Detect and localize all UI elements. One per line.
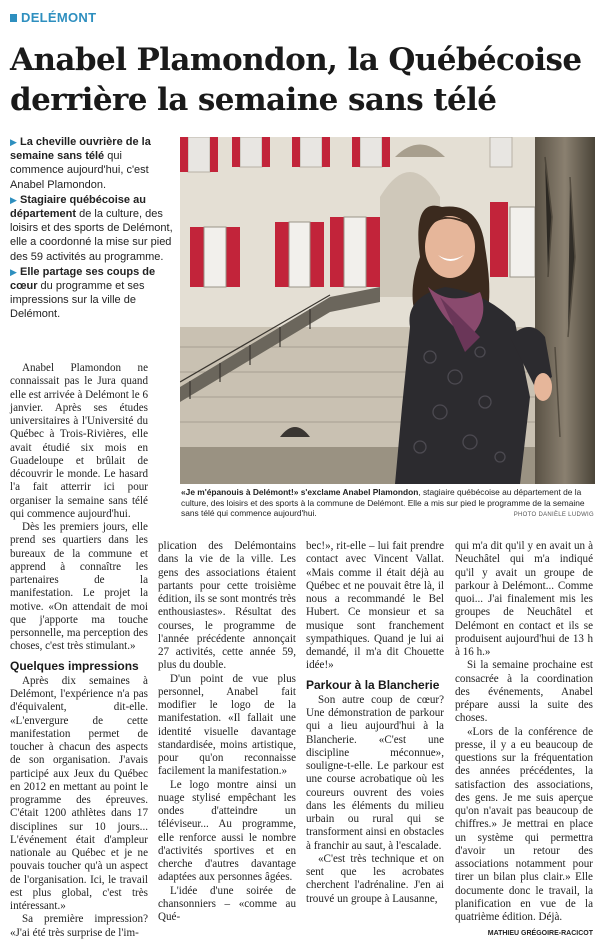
lead-item-2 [10,193,175,264]
headline-line-2: derrière la semaine sans télé [10,82,497,118]
body-column-2 [158,540,296,924]
paragraph: Après dix semaines à Delémont, l'expérience n'a pas d'équivalent, dit-elle. «L'envergure de cette manifestation permet de toucher à chacun des aspects de son organisation. J'avais participé aux Jeux du Québec en 2012 en mettant au point le programme des épreuves. C'était 1200 athlètes dans 17 disciplines sur 10 jours... L'événement était d'ampleur nationale au Québec et je ne pouvais toucher qu'à un aspect de l'organisation. Ici, le travail est plus global, c'est très intéressant.» [10,674,148,912]
body-column-4 [455,540,593,941]
lead-bold: La cheville ouvrière de la semaine sans télé [10,136,151,163]
paragraph: Si la semaine prochaine est consacrée à la coordination des événements, Anabel prépare aussi la suite des choses. [455,659,593,725]
caption-quote: «Je m'épanouis à Delémont!» s'exclame Anabel Plamondon [181,487,419,497]
triangle-icon: ▶ [10,266,17,277]
triangle-icon: ▶ [10,137,17,147]
paragraph: Le logo montre ainsi un nuage stylisé empêchant les ondes d'atteindre un téléviseur... Au programme, elle renforce aussi le nombre d'activités sportives et en cherche d'autres davantage adaptées aux personnes âgées. [158,778,296,884]
photo-credit: PHOTO DANIÈLE LUDWIG [513,512,594,518]
body-column-3 [306,540,444,906]
body-column-1 [10,362,148,940]
author-signature: MATHIEU GRÉGOIRE-RACICOT [487,930,593,938]
paragraph: Dès les premiers jours, elle prend ses quartiers dans les bureaux de la commune et apprend à connaître les partenaires de la manifestation. Le projet la motive. «On attendait de moi que j'apporte ma touche personnelle, ma perception des choses, c'est très stimulant.» [10,521,148,653]
rubric-label: DELÉMONT [21,10,97,25]
paragraph: bec!», rit-elle – lui fait prendre contact avec Vincent Vallat. «Mais comme il était déjà au Québec et ne pouvait être là, il nous a recommandé le Bel Hubert. Ce monsieur et sa musique sont franchement sympathiques. Quand je lui ai demandé, il m'a dit Chouette idée!» [306,540,444,672]
paragraph: Sa première impression? «J'ai été très surprise de l'im- [10,913,148,939]
paragraph: L'idée d'une soirée de chansonniers – «comme au Qué- [158,884,296,923]
lead-bold: Elle partage ses coups de cœur [10,265,156,293]
lead-summary [10,135,175,323]
subheading: Parkour à la Blancherie [306,677,440,692]
lead-text: du programme et ses impressions sur la ville de Delémont. [10,280,145,321]
paragraph: D'un point de vue plus personnel, Anabel fait modifier le logo de la manifestation. «Il fallait une identité visuelle davantage standardisée, moins artistique, pour qu'on reconnaisse facilement la manifestation.» [158,672,296,778]
paragraph: plication des Delémontains dans la vie de la ville. Les gens des associations étaient partants pour cette troisième édition, ils se sont montrés très enthousiastes». Résultat des courses, le programme de l'année précédente annonçait 27 activités, cette année 59, plus du double. [158,540,296,672]
section-rubric [10,10,96,25]
lead-text: de la culture, des loisirs et des sports de Delémont, elle a coordonné la mise sur pied des 59 activités au programme. [10,208,173,263]
article-headline [10,40,600,120]
subheading: Quelques impressions [10,658,139,673]
rubric-square-icon [10,14,17,22]
paragraph: Anabel Plamondon ne connaissait pas le Jura quand elle est arrivée à Delémont le 6 janvier. Après ses études universitaires à l'Université du Québec à Trois-Rivières, elle avait étudié six mois en Guadeloupe et brûlait de découvrir le monde. Le hasard l'a fait atterrir ici pour organiser la semaine sans télé qui commence aujourd'hui. [10,362,148,520]
lead-item-1 [10,135,175,192]
paragraph: «Lors de la conférence de presse, il y a eu beaucoup de questions sur la fréquentation des années précédentes, la satisfaction des associations, des gens. Je me suis aperçue qu'on n'avait pas beaucoup de chiffres.» Je mettrai en place un système qui permettra d'avoir un retour des associations notamment pour tirer un bilan plus clair.» Elle documente donc le travail, la planification en vue de la quatrième édition. Déjà. [455,725,593,923]
caption-text: , stagiaire québécoise au département de la culture, des loisirs et des sports à la commune de Delémont. Elle a mis sur pied le programme de la semaine sans télé qui commence aujourd'hui. [181,487,585,519]
paragraph: Son autre coup de cœur? Une démonstration de parkour qui a lieu aujourd'hui à la Blancherie. «C'est une discipline méconnue», souligne-t-elle. Le parkour est une course acrobatique où les coureurs ouvrent des voies dans les éléments du milieu urbain ou rural qui se transforment ainsi en obstacles à franchir au saut, à l'escalade. [306,693,444,852]
article-photo [180,137,595,484]
paragraph: qui m'a dit qu'il y en avait un à Neuchâtel qui m'a indiqué qu'il y avait un groupe de parkour à Delémont... Comme quoi... J'ai finalement mis les groupes de Neuchâtel et Delémont en contact et ils se produisent aujourd'hui de 13 h à 16 h.» [455,540,593,658]
triangle-icon: ▶ [10,194,17,205]
paragraph: «C'est très technique et on sent que les acrobates cherchent l'adrénaline. J'en ai trouvé un groupe à Lausanne, [306,852,444,905]
lead-text: qui commence aujourd'hui, c'est Anabel Plamondon. [10,150,149,191]
lead-item-3 [10,265,175,322]
photo-illustration [180,137,595,484]
lead-bold: Stagiaire québécoise au département [10,193,146,221]
headline-line-1: Anabel Plamondon, la Québécoise [10,42,582,78]
